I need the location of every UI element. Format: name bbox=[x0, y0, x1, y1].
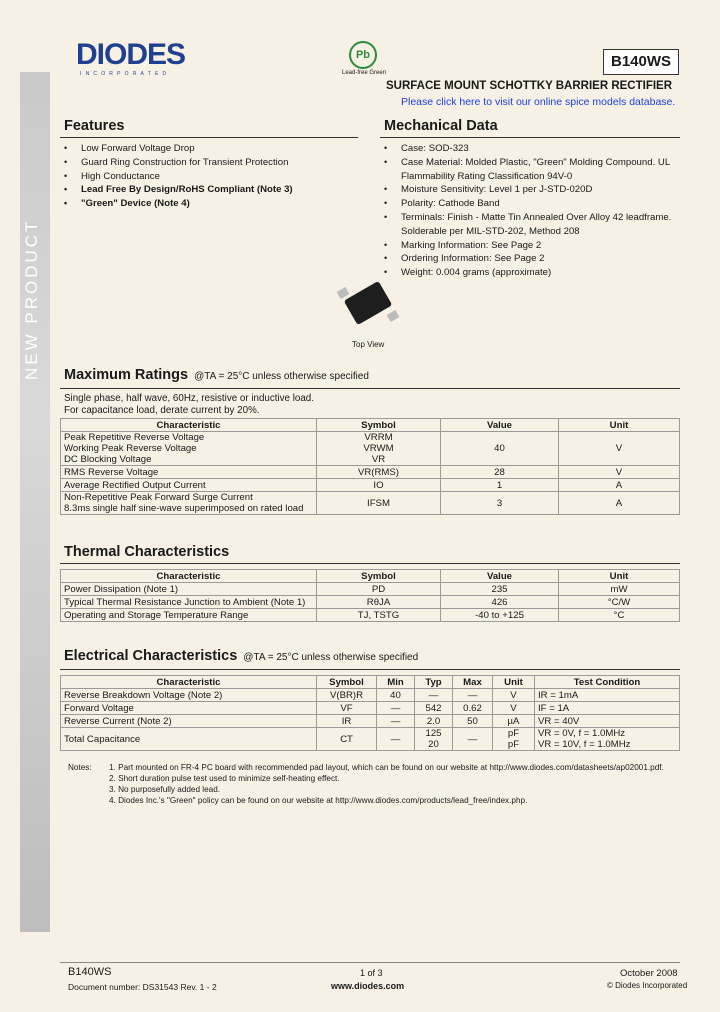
table-row bbox=[61, 609, 680, 622]
cell-unit: V bbox=[559, 432, 680, 466]
table-row bbox=[61, 728, 680, 751]
cell-unit: V bbox=[493, 689, 535, 702]
sidebar-label bbox=[22, 354, 42, 380]
cell-characteristic: Average Rectified Output Current bbox=[61, 479, 317, 492]
footer-part: B140WS bbox=[68, 966, 112, 978]
cell-max: — bbox=[453, 689, 493, 702]
cell-max: 0.62 bbox=[453, 702, 493, 715]
mechanical-item: • Marking Information: See Page 2 bbox=[380, 239, 680, 253]
notes-label: Notes: bbox=[68, 763, 92, 772]
table-row bbox=[61, 479, 680, 492]
table-row bbox=[61, 689, 680, 702]
cell-symbol: VR(RMS) bbox=[317, 466, 441, 479]
cell-min: 40 bbox=[377, 689, 415, 702]
char-line: Non-Repetitive Peak Forward Surge Current bbox=[64, 492, 253, 503]
footer-divider bbox=[60, 962, 680, 963]
table-row bbox=[61, 583, 680, 596]
col-header: Typ bbox=[415, 676, 453, 689]
col-header: Unit bbox=[559, 570, 680, 583]
intro-line: Single phase, half wave, 60Hz, resistive or inductive load. bbox=[64, 393, 314, 404]
cell-condition: IR = 1mA bbox=[535, 689, 680, 702]
col-header: Unit bbox=[493, 676, 535, 689]
intro-line: For capacitance load, derate current by 20%. bbox=[64, 404, 260, 416]
footer-website-link[interactable]: www.diodes.com bbox=[331, 981, 405, 991]
footer-date: October 2008 bbox=[620, 968, 678, 979]
cell-unit: °C bbox=[559, 609, 680, 622]
cell-max: — bbox=[453, 728, 493, 751]
col-header: Symbol bbox=[317, 419, 441, 432]
cell-min: — bbox=[377, 702, 415, 715]
mechanical-title: Mechanical Data bbox=[380, 115, 680, 138]
package-image bbox=[344, 281, 393, 325]
unit-line: pF bbox=[507, 739, 520, 750]
cell-value: 426 bbox=[441, 596, 559, 609]
cell-value: 28 bbox=[441, 466, 559, 479]
cell-min: — bbox=[377, 728, 415, 751]
cond-line: VR = 10V, f = 1.0MHz bbox=[538, 739, 631, 750]
max-ratings-condition: @TA = 25°C unless otherwise specified bbox=[194, 371, 369, 382]
cell-characteristic bbox=[61, 492, 317, 515]
cell-typ: 542 bbox=[415, 702, 453, 715]
feature-item: • High Conductance bbox=[60, 170, 358, 184]
table-row bbox=[61, 702, 680, 715]
cell-max: 50 bbox=[453, 715, 493, 728]
footer-copyright: © Diodes Incorporated bbox=[607, 981, 688, 990]
char-line: DC Blocking Voltage bbox=[64, 454, 152, 465]
cell-condition: VR = 40V bbox=[535, 715, 680, 728]
table-row bbox=[61, 492, 680, 515]
cell-value: 1 bbox=[441, 479, 559, 492]
feature-item: • Guard Ring Construction for Transient Protection bbox=[60, 156, 358, 170]
thermal-table bbox=[60, 569, 680, 622]
col-header: Value bbox=[441, 419, 559, 432]
cell-symbol: CT bbox=[317, 728, 377, 751]
notes-section bbox=[68, 762, 680, 806]
cell-min: — bbox=[377, 715, 415, 728]
note-item: 3. No purposefully added lead. bbox=[109, 785, 221, 794]
mechanical-item: • Weight: 0.004 grams (approximate) bbox=[380, 266, 680, 280]
col-header: Value bbox=[441, 570, 559, 583]
feature-item: • Lead Free By Design/RoHS Compliant (Note 3) bbox=[60, 183, 358, 197]
unit-line: pF bbox=[507, 728, 520, 739]
package-lead-right bbox=[387, 310, 400, 322]
max-ratings-table bbox=[60, 418, 680, 515]
cell-unit: V bbox=[493, 702, 535, 715]
cell-value: 3 bbox=[441, 492, 559, 515]
cell-characteristic: Power Dissipation (Note 1) bbox=[61, 583, 317, 596]
cell-unit: °C/W bbox=[559, 596, 680, 609]
top-view-caption: Top View bbox=[352, 340, 385, 349]
note-item: 2. Short duration pulse test used to minimize self-heating effect. bbox=[109, 774, 340, 783]
electrical-table bbox=[60, 675, 680, 751]
electrical-heading: Electrical Characteristics bbox=[64, 648, 238, 664]
cell-symbol: IO bbox=[317, 479, 441, 492]
cell-symbol: VF bbox=[317, 702, 377, 715]
mechanical-item: • Ordering Information: See Page 2 bbox=[380, 252, 680, 266]
part-number: B140WS bbox=[603, 49, 679, 75]
cell-symbol: RθJA bbox=[317, 596, 441, 609]
symbol-line: VRWM bbox=[363, 443, 394, 454]
logo-subtitle: INCORPORATED bbox=[80, 71, 171, 77]
table-row bbox=[61, 466, 680, 479]
spice-models-link[interactable]: Please click here to visit our online spice models database. bbox=[401, 96, 676, 108]
features-title: Features bbox=[60, 115, 358, 138]
footer-doc-number: Document number: DS31543 Rev. 1 - 2 bbox=[68, 982, 217, 992]
thermal-title: Thermal Characteristics bbox=[60, 541, 680, 564]
cell-condition: IF = 1A bbox=[535, 702, 680, 715]
symbol-line: VR bbox=[371, 454, 386, 465]
typ-line: 20 bbox=[428, 739, 439, 750]
mechanical-section bbox=[380, 115, 680, 280]
max-ratings-title bbox=[60, 364, 680, 389]
cell-characteristic: Reverse Current (Note 2) bbox=[61, 715, 317, 728]
thermal-section bbox=[60, 541, 680, 622]
notes-list bbox=[109, 762, 680, 806]
col-header: Symbol bbox=[317, 570, 441, 583]
col-header: Characteristic bbox=[61, 676, 317, 689]
table-row bbox=[61, 596, 680, 609]
mechanical-item: • Moisture Sensitivity: Level 1 per J-STD-020D bbox=[380, 183, 680, 197]
note-item: 1. Part mounted on FR-4 PC board with recommended pad layout, which can be found on our website at http://www.diodes.com/datasheets/ap02001.pdf. bbox=[109, 763, 664, 772]
lead-free-label: Lead-free Green bbox=[342, 70, 387, 76]
col-header: Symbol bbox=[317, 676, 377, 689]
feature-item: • "Green" Device (Note 4) bbox=[60, 197, 358, 211]
col-header: Characteristic bbox=[61, 570, 317, 583]
col-header: Min bbox=[377, 676, 415, 689]
mechanical-list bbox=[380, 142, 680, 280]
cell-value: 235 bbox=[441, 583, 559, 596]
cell-symbol: IFSM bbox=[317, 492, 441, 515]
mechanical-item: • Case Material: Molded Plastic, "Green" Molding Compound. UL Flammability Rating Classification 94V-0 bbox=[380, 156, 680, 184]
cell-characteristic: Total Capacitance bbox=[61, 728, 317, 751]
sidebar-band bbox=[20, 72, 50, 932]
cell-unit: A bbox=[559, 492, 680, 515]
symbol-line: VRRM bbox=[364, 432, 393, 443]
cell-condition bbox=[535, 728, 680, 751]
cell-unit: V bbox=[559, 466, 680, 479]
typ-line: 125 bbox=[425, 728, 442, 739]
col-header: Unit bbox=[559, 419, 680, 432]
features-list bbox=[60, 142, 358, 211]
table-row bbox=[61, 432, 680, 466]
mechanical-item: • Terminals: Finish - Matte Tin Annealed Over Alloy 42 leadframe. Solderable per MIL-STD-202, Method 208 bbox=[380, 211, 680, 239]
cell-unit: mW bbox=[559, 583, 680, 596]
cell-symbol bbox=[317, 432, 441, 466]
col-header: Max bbox=[453, 676, 493, 689]
char-line: Working Peak Reverse Voltage bbox=[64, 443, 197, 454]
cell-characteristic: Operating and Storage Temperature Range bbox=[61, 609, 317, 622]
char-line: Peak Repetitive Reverse Voltage bbox=[64, 432, 205, 443]
note-item: 4. Diodes Inc.'s "Green" policy can be found on our website at http://www.diodes.com/products/lead_free/index.php. bbox=[109, 796, 528, 805]
col-header: Characteristic bbox=[61, 419, 317, 432]
mechanical-item: • Polarity: Cathode Band bbox=[380, 197, 680, 211]
cell-characteristic: RMS Reverse Voltage bbox=[61, 466, 317, 479]
cell-value: 40 bbox=[441, 432, 559, 466]
cell-characteristic: Reverse Breakdown Voltage (Note 2) bbox=[61, 689, 317, 702]
cell-typ bbox=[415, 728, 453, 751]
cell-characteristic: Typical Thermal Resistance Junction to Ambient (Note 1) bbox=[61, 596, 317, 609]
table-row bbox=[61, 715, 680, 728]
col-header: Test Condition bbox=[535, 676, 680, 689]
char-line: 8.3ms single half sine-wave superimposed on rated load bbox=[64, 503, 304, 514]
cell-symbol: PD bbox=[317, 583, 441, 596]
cell-symbol: IR bbox=[317, 715, 377, 728]
cell-typ: — bbox=[415, 689, 453, 702]
company-logo: DIODES bbox=[76, 38, 186, 71]
cell-value: -40 to +125 bbox=[441, 609, 559, 622]
electrical-condition: @TA = 25°C unless otherwise specified bbox=[243, 652, 419, 663]
features-section bbox=[60, 115, 358, 211]
footer-page: 1 of 3 bbox=[360, 968, 383, 978]
cell-unit: A bbox=[559, 479, 680, 492]
cond-line: VR = 0V, f = 1.0MHz bbox=[538, 728, 626, 739]
page-subtitle: SURFACE MOUNT SCHOTTKY BARRIER RECTIFIER bbox=[386, 80, 673, 92]
max-ratings-intro bbox=[60, 393, 680, 416]
cell-symbol: TJ, TSTG bbox=[317, 609, 441, 622]
cell-typ: 2.0 bbox=[415, 715, 453, 728]
cell-characteristic bbox=[61, 432, 317, 466]
electrical-title bbox=[60, 645, 680, 670]
lead-free-icon: Pb bbox=[349, 41, 377, 69]
cell-unit bbox=[493, 728, 535, 751]
mechanical-item: • Case: SOD-323 bbox=[380, 142, 680, 156]
max-ratings-heading: Maximum Ratings bbox=[64, 367, 189, 383]
max-ratings-section bbox=[60, 364, 680, 515]
cell-unit: µA bbox=[493, 715, 535, 728]
cell-characteristic: Forward Voltage bbox=[61, 702, 317, 715]
feature-item: • Low Forward Voltage Drop bbox=[60, 142, 358, 156]
cell-symbol: V(BR)R bbox=[317, 689, 377, 702]
electrical-section bbox=[60, 645, 680, 751]
